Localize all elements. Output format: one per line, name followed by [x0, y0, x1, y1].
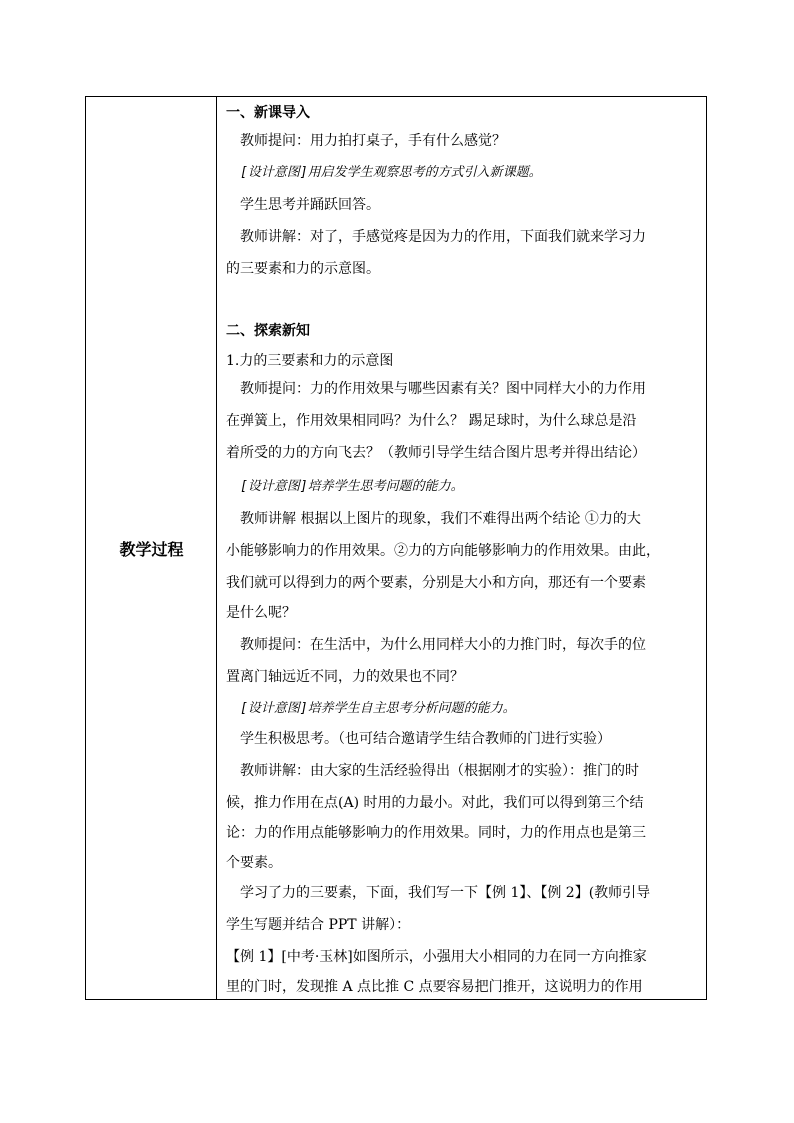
text-line: 教师讲解：对了，手感觉疼是因为力的作用，下面我们就来学习力 [240, 229, 646, 245]
text-line: 我们就可以得到力的两个要素，分别是大小和方向，那还有一个要素 [226, 575, 646, 591]
example-line: 里的门时，发现推 A 点比推 C 点要容易把门推开，这说明力的作用 [226, 979, 643, 995]
heading-explore: 二、探索新知 [226, 323, 310, 339]
lesson-table [85, 96, 707, 1000]
text-line: 在弹簧上，作用效果相同吗？为什么？ 踢足球时，为什么球总是沿 [226, 413, 637, 429]
text-line: 学生写题并结合 PPT 讲解）： [226, 917, 411, 933]
text-line: 个要素。 [226, 855, 282, 871]
section-label: 教学过程 [119, 540, 184, 559]
heading-intro: 一、新课导入 [226, 105, 310, 121]
text-line: 学生思考并踊跃回答。 [240, 197, 380, 213]
text-line: 教师提问：力的作用效果与哪些因素有关？图中同样大小的力作用 [240, 381, 646, 397]
text-line: 教师提问：在生活中，为什么用同样大小的力推门时，每次手的位 [240, 637, 646, 653]
text-line: 学习了力的三要素，下面，我们写一下【例 1】、【例 2】(教师引导 [240, 885, 651, 901]
text-line: 的三要素和力的示意图。 [226, 261, 380, 277]
text-line: 候，推力作用在点(A) 时用的力最小。对此，我们可以得到第三个结 [226, 795, 644, 811]
example-line: 【例 1】[中考·玉林]如图所示，小强用大小相同的力在同一方向推家 [226, 949, 647, 965]
subheading: 1.力的三要素和力的示意图 [226, 353, 394, 369]
text-line: 学生积极思考。（也可结合邀请学生结合教师的门进行实验） [240, 731, 611, 747]
text-line: 小能够影响力的作用效果。②力的方向能够影响力的作用效果。由此， [226, 543, 660, 559]
text-line: 教师提问：用力拍打桌子，手有什么感觉？ [240, 133, 506, 149]
design-intent: [设计意图]培养学生思考问题的能力。 [240, 479, 464, 494]
text-line: 论：力的作用点能够影响力的作用效果。同时，力的作用点也是第三 [226, 825, 646, 841]
content-cell [220, 97, 704, 999]
text-line: 教师讲解 根据以上图片的现象，我们不难得出两个结论 ①力的大 [240, 511, 641, 527]
text-line: 是什么呢？ [226, 605, 296, 621]
label-cell [86, 97, 217, 999]
text-line: 置离门轴远近不同，力的效果也不同？ [226, 669, 464, 685]
text-line: 教师讲解：由大家的生活经验得出（根据刚才的实验）：推门的时 [240, 763, 639, 779]
text-line: 着所受的力的方向飞去？（教师引导学生结合图片思考并得出结论） [226, 445, 646, 461]
design-intent: [设计意图]培养学生自主思考分析问题的能力。 [240, 701, 516, 716]
design-intent: [设计意图]用启发学生观察思考的方式引入新课题。 [240, 165, 542, 180]
